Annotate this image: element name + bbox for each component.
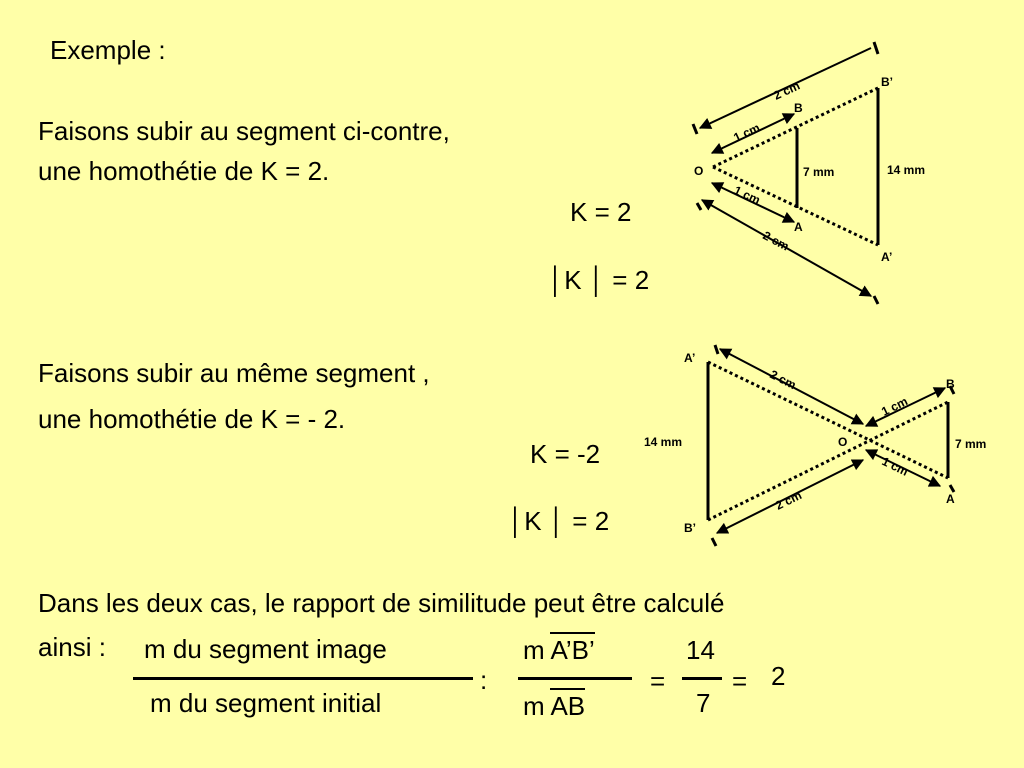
- label-b: B: [946, 377, 955, 391]
- fraction-numbers-denominator: 7: [696, 688, 711, 718]
- label-o: O: [694, 164, 704, 178]
- label-b2: B’: [684, 521, 696, 535]
- label-dist-oa: 1 cm: [879, 454, 911, 479]
- label-a: A: [946, 492, 955, 506]
- label-b2: B’: [881, 75, 893, 89]
- fraction-words-numerator: m du segment image: [144, 634, 387, 664]
- label-len-a2b2: 14 mm: [644, 435, 683, 449]
- label-dist-ob: 1 cm: [879, 394, 910, 419]
- label-b: B: [794, 101, 803, 115]
- label-len-ab: 7 mm: [803, 165, 835, 179]
- fraction-words-denominator: m du segment initial: [150, 688, 382, 718]
- segment-ab-notation: AB: [550, 688, 585, 721]
- fraction-segments-numerator: m A’B’: [523, 637, 595, 663]
- label-dist-ob2: 2 cm: [771, 78, 803, 103]
- fraction-numbers-numerator: 14: [686, 635, 715, 665]
- label-a: A: [794, 220, 803, 234]
- label-a2: A’: [881, 250, 893, 264]
- equals-2: =: [732, 666, 748, 696]
- section2-line2: une homothétie de K = - 2.: [38, 404, 346, 434]
- fraction-segments-bar: [518, 677, 632, 680]
- equals-1: =: [650, 666, 666, 696]
- ratio-colon: :: [480, 665, 488, 695]
- label-len-a2b2: 14 mm: [887, 163, 926, 177]
- section1-line1: Faisons subir au segment ci-contre,: [38, 116, 450, 146]
- slide-title: Exemple :: [50, 35, 166, 65]
- label-dist-ob: 1 cm: [731, 120, 763, 145]
- conclusion-ainsi: ainsi :: [38, 632, 106, 662]
- label-a2: A’: [684, 351, 696, 365]
- label-len-ab: 7 mm: [955, 437, 987, 451]
- segment-a2b2-notation: A’B’: [550, 632, 594, 665]
- conclusion-line1: Dans les deux cas, le rapport de similitude peut être calculé: [38, 588, 725, 618]
- section2-line1: Faisons subir au même segment ,: [38, 358, 430, 388]
- label-dist-oa2: 2 cm: [760, 228, 792, 254]
- label-o: O: [838, 435, 848, 449]
- section1-line2: une homothétie de K = 2.: [38, 156, 330, 186]
- section2-abs-k: │K │ = 2: [508, 506, 610, 536]
- label-dist-oa2: 2 cm: [767, 367, 799, 393]
- section2-k-equation: K = -2: [530, 439, 601, 469]
- label-dist-oa: 1 cm: [731, 183, 763, 208]
- ratio-result: 2: [771, 661, 786, 691]
- fraction-numbers-bar: [682, 677, 722, 680]
- fraction-segments-denominator: m AB: [523, 693, 585, 719]
- fraction-words-bar: [133, 677, 473, 680]
- section1-abs-k: │K │ = 2: [548, 265, 650, 295]
- label-dist-ob2: 2 cm: [773, 488, 804, 513]
- section1-k-equation: K = 2: [570, 197, 632, 227]
